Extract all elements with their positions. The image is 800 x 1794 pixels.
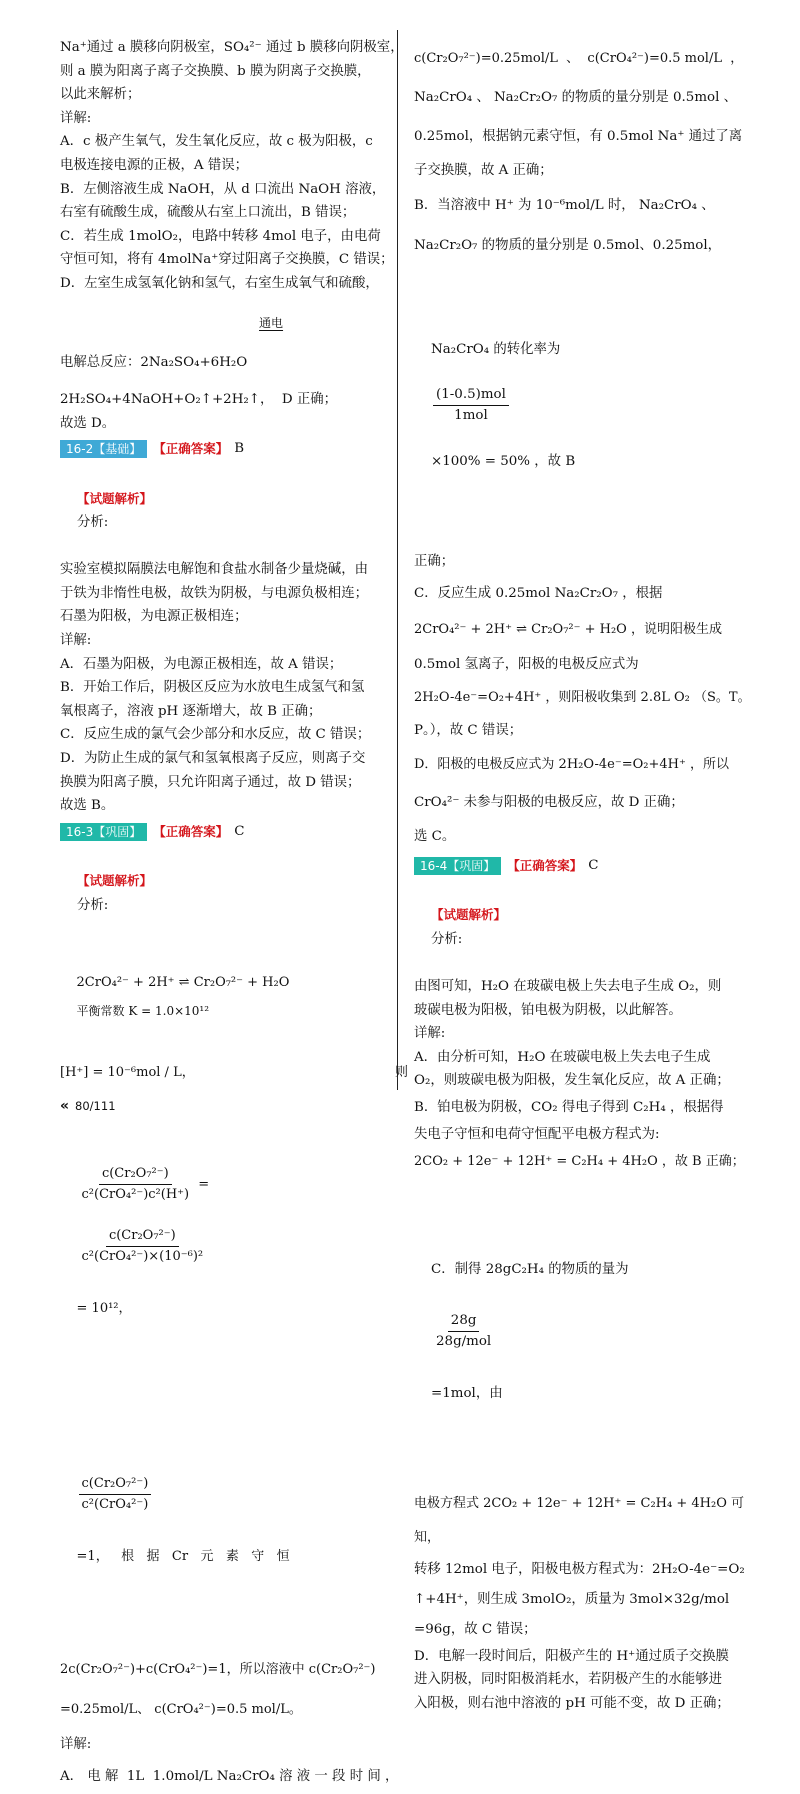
explanation-label: 【试题解析】 — [431, 907, 507, 923]
hydrogen-concentration: [H⁺] = 10⁻⁶mol / L， — [60, 1064, 195, 1080]
mole-calc-label: C．制得 28gC₂H₄ 的物质的量为 — [431, 1261, 629, 1277]
electrolysis-label: 通电 — [259, 315, 284, 330]
text-line: A． 电 解 1L 1.0mol/L Na₂CrO₄ 溶 液 一 段 时 间 ， — [60, 1768, 399, 1784]
text-line: CrO₄²⁻ 未参与阳极的电极反应，故 D 正确； — [414, 795, 684, 810]
hydrogen-concentration-line — [60, 1054, 408, 1092]
right-column — [414, 40, 762, 1715]
mole-calc-result: =1mol，由 — [431, 1385, 503, 1401]
total-reaction-left: 电解总反应：2Na₂SO₄+6H₂O — [60, 354, 248, 370]
denominator: c²(CrO₄²⁻)×(10⁻⁶)² — [81, 1248, 204, 1264]
text-line: A．c 极产生氧气，发生氧化反应，故 c 极为阳极，c — [60, 134, 373, 150]
numerator: c(Cr₂O₇²⁻) — [99, 1164, 172, 1185]
ratio-equation-2 — [60, 1402, 408, 1650]
text-line: 进入阴极，同时阳极消耗水，若阴极产生的水能够进 — [414, 1672, 722, 1688]
page-number: 80/111 — [75, 1099, 116, 1113]
text-line: A．由分析可知，H₂O 在玻碳电极上失去电子生成 — [414, 1049, 711, 1065]
text-line: 以此来解析； — [60, 87, 141, 103]
text-line: 2CrO₄²⁻ + 2H⁺ ⇌ Cr₂O₇²⁻ + H₂O ，说明阳极生成 — [414, 622, 722, 637]
ratio-equation: $\frac{\text{c(Cr₂O₇²⁻)}}{\text{c²(CrO₄²⁻)c²(H⁺)}}$ = $\frac{\text{c(Cr₂O₇²⁻)}}{\text{c²(CrO₄²⁻)×(10⁻⁶)²}}$ = 10¹²， — [76, 1165, 210, 1316]
question-header-16-4 — [414, 854, 762, 878]
chevrons-left-icon: « — [60, 1098, 68, 1114]
analysis-header — [414, 880, 762, 975]
text-line: 电极连接电源的正极，A 错误； — [60, 157, 249, 173]
text-line: B．当溶液中 H⁺ 为 10⁻⁶mol/L 时， Na₂CrO₄ 、 — [414, 198, 715, 213]
analysis-label: 分析: — [77, 515, 109, 531]
answer-value: B — [234, 441, 245, 457]
fraction — [433, 1311, 494, 1352]
question-tag: 16-3【巩固】 — [60, 823, 147, 841]
text-line: 由图可知，H₂O 在玻碳电极上失去电子生成 O₂，则 — [414, 978, 722, 994]
text-line: P。），故 C 错误； — [414, 723, 523, 738]
question-header-16-3 — [60, 820, 408, 844]
conversion-rate-line — [414, 266, 762, 546]
numerator: c(Cr₂O₇²⁻) — [106, 1226, 179, 1247]
answer-value: C — [588, 858, 599, 873]
text-line: O₂，则玻碳电极为阳极，发生氧化反应，故 A 正确； — [414, 1073, 730, 1089]
question-header-16-2 — [60, 437, 408, 461]
text-line: 入阳极，则右池中溶液的 pH 可能不变，故 D 正确； — [414, 1695, 730, 1711]
analysis-header — [60, 845, 408, 940]
text-line: 石墨为阳极，为电源正极相连； — [60, 609, 248, 625]
text-line: 氧根离子，溶液 pH 逐渐增大，故 B 正确； — [60, 703, 322, 719]
text-line: 则 a 膜为阳离子离子交换膜、b 膜为阴离子交换膜， — [60, 63, 371, 79]
equilibrium-constant: 平衡常数 K = 1.0×10¹² — [76, 1003, 210, 1018]
text-line: 2H₂O-4e⁻=O₂+4H⁺ ，则阳极收集到 2.8L O₂ （S。T。 — [414, 690, 751, 705]
text-line: 详解: — [60, 633, 92, 649]
denominator: 28g/mol — [436, 1333, 492, 1349]
electrolysis-condition — [60, 296, 408, 351]
denominator: 1mol — [454, 408, 488, 423]
text-line: 实验室模拟隔膜法电解饱和食盐水制备少量烧碱，由 — [60, 562, 368, 578]
text-line: D．为防止生成的氯气和氢氧根离子反应，则离子交 — [60, 751, 366, 767]
conclusion: 故选 D。 — [60, 415, 116, 431]
text-line: Na₂CrO₄ 、 Na₂Cr₂O₇ 的物质的量分别是 0.5mol 、 — [414, 90, 738, 105]
answer-label: 【正确答案】 — [153, 441, 229, 457]
explanation-label: 【试题解析】 — [77, 490, 153, 506]
text-line: A．石墨为阳极，为电源正极相连，故 A 错误； — [60, 656, 343, 672]
text-line: c(Cr₂O₇²⁻)=0.25mol/L 、 c(CrO₄²⁻)=0.5 mol/L ， — [414, 51, 744, 66]
text-line: 详解: — [414, 1026, 446, 1042]
analysis-label: 分析: — [77, 897, 109, 913]
text-line: 换膜为阳离子膜，只允许阳离子通过，故 D 错误； — [60, 774, 361, 790]
text-line: Na⁺通过 a 膜移向阴极室，SO₄²⁻ 通过 b 膜移向阴极室， — [60, 40, 404, 55]
text-line: B．铂电极为阴极，CO₂ 得电子得到 C₂H₄ ，根据得 — [414, 1099, 724, 1115]
then-word: 则 — [394, 1064, 408, 1080]
text-line: Na₂Cr₂O₇ 的物质的量分别是 0.5mol、0.25mol， — [414, 238, 722, 253]
page-footer — [60, 1098, 116, 1114]
fraction — [79, 1474, 152, 1515]
analysis-label: 分析: — [431, 931, 463, 947]
equilibrium-equation — [60, 941, 408, 1054]
analysis-header — [60, 463, 408, 558]
fraction — [79, 1226, 207, 1267]
text-line: D．左室生成氢氧化钠和氢气，右室生成氧气和硫酸， — [60, 275, 379, 291]
text-line: =96g，故 C 错误； — [414, 1621, 537, 1637]
text-line: 失电子守恒和电荷守恒配平电极方程式为: — [414, 1126, 660, 1142]
denominator: c²(CrO₄²⁻)c²(H⁺) — [81, 1186, 190, 1202]
text-line: 子交换膜，故 A 正确； — [414, 163, 553, 178]
conservation-line: 2c(Cr₂O₇²⁻)+c(CrO₄²⁻)=1，所以溶液中 c(Cr₂O₇²⁻) — [60, 1661, 376, 1677]
text-line: 2CO₂ + 12e⁻ + 12H⁺ = C₂H₄ + 4H₂O ，故 B 正确； — [414, 1153, 745, 1169]
concentration-line: =0.25mol/L、 c(CrO₄²⁻)=0.5 mol/L。 — [60, 1701, 302, 1717]
text-line: C．反应生成的氯气会少部分和水反应，故 C 错误； — [60, 727, 371, 743]
text-line: 电极方程式 2CO₂ + 12e⁻ + 12H⁺ = C₂H₄ + 4H₂O 可知， — [414, 1495, 745, 1545]
text-line: 右室有硫酸生成，硫酸从右室上口流出，B 错误； — [60, 205, 356, 221]
conversion-result: ×100% = 50% ，故 B — [431, 454, 576, 469]
ratio-result: =1， 根 据 Cr 元 素 守 恒 — [76, 1548, 290, 1564]
question-tag: 16-2【基础】 — [60, 440, 147, 458]
denominator: c²(CrO₄²⁻) — [81, 1496, 149, 1512]
numerator: c(Cr₂O₇²⁻) — [79, 1474, 152, 1495]
explanation-label: 【试题解析】 — [77, 873, 153, 888]
text-line: 0.5mol 氢离子，阳极的电极反应式为 — [414, 657, 639, 672]
text-line: C．若生成 1molO₂，电路中转移 4mol 电子，由电荷 — [60, 228, 381, 244]
text-line: B．左侧溶液生成 NaOH，从 d 口流出 NaOH 溶液， — [60, 181, 386, 197]
text-line: 于铁为非惰性电极，故铁为阴极，与电源负极相连； — [60, 585, 368, 601]
text-line: 正确； — [414, 554, 455, 569]
question-tag: 16-4【巩固】 — [414, 857, 501, 875]
fraction — [79, 1164, 193, 1205]
text-line: 守恒可知，将有 4molNa⁺穿过阳离子交换膜，C 错误； — [60, 252, 394, 268]
text-line: 0.25mol，根据钠元素守恒，有 0.5mol Na⁺ 通过了离 — [414, 129, 743, 144]
answer-label: 【正确答案】 — [507, 858, 583, 873]
answer-value: C — [234, 823, 245, 839]
numerator: (1-0.5)mol — [433, 385, 509, 406]
detail-label: 详解: — [60, 1736, 92, 1752]
text-line: 玻碳电极为阳极，铂电极为阴极，以此解答。 — [414, 1002, 682, 1018]
text-line: B．开始工作后，阴极区反应为水放电生成氢气和氢 — [60, 680, 365, 696]
ratio-result: = 10¹²， — [76, 1300, 132, 1316]
fraction — [433, 385, 509, 426]
equation: 2CrO₄²⁻ + 2H⁺ ⇌ Cr₂O₇²⁻ + H₂O — [76, 974, 290, 990]
text-line: 转移 12mol 电子，阳极电极方程式为：2H₂O-4e⁻=O₂ — [414, 1561, 745, 1577]
text-line: D．电解一段时间后，阳极产生的 H⁺通过质子交换膜 — [414, 1648, 729, 1664]
text-line: 详解: — [60, 110, 92, 126]
text-line: ↑+4H⁺，则生成 3molO₂，质量为 3mol×32g/mol — [414, 1591, 730, 1607]
total-reaction-right: 2H₂SO₄+4NaOH+O₂↑+2H₂↑， D 正确； — [60, 392, 338, 408]
numerator: 28g — [448, 1311, 480, 1332]
conclusion: 选 C。 — [414, 829, 456, 844]
conversion-label: Na₂CrO₄ 的转化率为 — [431, 342, 561, 357]
text-line: D．阳极的电极反应式为 2H₂O-4e⁻=O₂+4H⁺ ，所以 — [414, 757, 729, 772]
text-line: C．反应生成 0.25mol Na₂Cr₂O₇ ，根据 — [414, 586, 663, 601]
text-line: 故选 B。 — [60, 798, 115, 814]
mole-calc-line — [414, 1177, 762, 1487]
left-column — [60, 36, 408, 1794]
answer-label: 【正确答案】 — [153, 823, 229, 839]
